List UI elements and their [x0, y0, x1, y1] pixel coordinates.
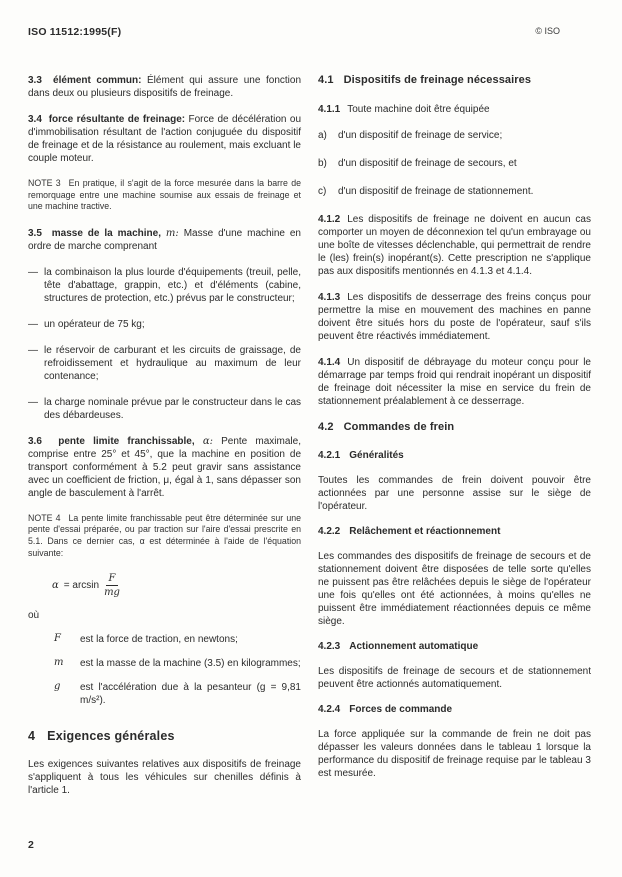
- section-4-2-4-paragraph: La force appliquée sur la commande de frein ne doit pas dépasser les valeurs données dans le tableau 1 lorsque la performance du dispositif de freinage requise par le tableau 3 est mesurée.: [318, 729, 591, 779]
- equation-operator: = arcsin: [63, 580, 100, 592]
- page-header: [28, 26, 594, 38]
- clause-number: 4.1.2: [318, 214, 341, 225]
- clause-text: Les dispositifs de desserrage des freins conçus pour permettre la mise en mouvement des machines en panne doivent être situés hors du poste de l'opérateur, sauf s'ils peuvent être réactivés immédiatement.: [318, 292, 591, 342]
- page-number: 2: [28, 839, 34, 851]
- definition-text: Pente maximale, comprise entre 25° et 45°, que la machine en position de transport conformément à 5.2 peut gravir sans assistance avec un coefficient de friction, μ, égal à 1, sans dépasser son angle de basculement à l'arrêt.: [28, 435, 301, 499]
- clause-3-6: [28, 435, 301, 500]
- section-4-2-1-heading: [318, 450, 591, 461]
- term-symbol: α:: [202, 435, 213, 447]
- list-item-text: la combinaison la plus lourde d'équipements (treuil, pelle, tête d'abattage, grappin, etc.) et d'éléments (cabine, structures de protection, etc.) prévus par le constructeur;: [44, 266, 301, 304]
- section-number: 4.1: [318, 74, 334, 86]
- section-title: Généralités: [349, 450, 404, 461]
- item-text: d'un dispositif de freinage de secours, et: [338, 158, 517, 169]
- section-number: 4.2.1: [318, 450, 341, 461]
- left-column: [28, 74, 301, 810]
- section-number: 4.2.2: [318, 526, 341, 537]
- right-column: [318, 74, 591, 810]
- symbol-description: est l'accélération due à la pesanteur (g = 9,81 m/s²).: [80, 682, 301, 707]
- defined-term: masse de la machine,: [51, 227, 161, 239]
- section-number: 4.2.3: [318, 641, 341, 652]
- section-title: Actionnement automatique: [349, 641, 479, 652]
- two-column-body: [28, 74, 594, 810]
- note-3: [28, 178, 301, 213]
- clause-number: 4.1.1: [318, 104, 341, 115]
- symbol: g: [54, 681, 61, 693]
- item-label: c): [318, 186, 327, 197]
- clause-4-1-1: [318, 103, 591, 116]
- where-label: où: [28, 610, 40, 622]
- section-4-2-3-paragraph: Les dispositifs de freinage de secours et de stationnement peuvent être actionnés automatiquement.: [318, 666, 591, 690]
- dash-glyph: —: [28, 344, 38, 356]
- clause-3-3: [28, 74, 301, 100]
- term-symbol: m:: [165, 227, 179, 239]
- item-label: a): [318, 130, 327, 141]
- item-text: d'un dispositif de freinage de stationnement.: [338, 186, 534, 197]
- clause-text: Un dispositif de débrayage du moteur conçu pour le démarrage par temps froid qui rendrait inopérant un dispositif de freinage doit nécessiter la mise en service du frein de stationnement préalablement à ce desserrage.: [318, 357, 591, 407]
- section-number: 4.2.4: [318, 704, 341, 715]
- symbol: m: [54, 657, 64, 669]
- clause-number: 3.5: [28, 227, 42, 239]
- fraction-numerator: F: [106, 573, 119, 586]
- clause-number: 3.4: [28, 114, 42, 125]
- section-title: Commandes de frein: [343, 421, 455, 433]
- list-item: [28, 396, 301, 422]
- note-text: La pente limite franchissable peut être déterminée sur une pente d'essai préparée, ou par traction sur l'aire d'essai prescrite en 5.1. Dans ce dernier cas, α est déterminée à l'aide de l'équation suivante:: [28, 512, 301, 558]
- section-number: 4.2: [318, 421, 334, 433]
- list-item: [28, 266, 301, 305]
- definition-text: Force de décélération ou d'immobilisation résultant de l'action conjuguée du dispositif de freinage et de la résistance au roulement, mais excluant le couple moteur.: [28, 114, 302, 164]
- section-4-paragraph: Les exigences suivantes relatives aux dispositifs de freinage s'appliquent à tous les véhicules sur chenilles définis à l'article 1.: [28, 759, 301, 797]
- section-title: Dispositifs de freinage nécessaires: [343, 74, 532, 86]
- clause-number: 4.1.4: [318, 357, 341, 368]
- list-item-text: le réservoir de carburant et les circuits de graissage, de refroidissement et hydraulique au maximum de leur contenance;: [44, 344, 301, 382]
- section-4-2-2-heading: [318, 526, 591, 537]
- dash-glyph: —: [28, 318, 38, 330]
- list-item-text: la charge nominale prévue par le constructeur dans le cas des débardeuses.: [44, 396, 301, 421]
- definition-text: Élément qui assure une fonction dans deux ou plusieurs dispositifs de freinage.: [28, 75, 301, 99]
- fraction: [104, 573, 120, 598]
- note-label: NOTE 3: [28, 178, 61, 188]
- note-label: NOTE 4: [28, 512, 61, 523]
- defined-term: force résultante de freinage:: [48, 114, 186, 125]
- section-4-2-2-paragraph: Les commandes des dispositifs de freinage de secours et de stationnement doivent être disposées de telle sorte qu'elles ne puissent pas être relâchées depuis le siège de l'opérateur une fois qu'elles ont été actionnées, à moins qu'elles ne puissent être immédiatement réactionnées depuis ce même siège.: [318, 551, 591, 627]
- clause-text: Toute machine doit être équipée: [347, 104, 490, 115]
- item-label: b): [318, 158, 327, 169]
- dash-glyph: —: [28, 266, 38, 278]
- section-title: Exigences générales: [47, 729, 175, 744]
- section-4-heading: [28, 729, 301, 743]
- section-number: 4: [28, 729, 36, 744]
- defined-term: pente limite franchissable,: [58, 435, 195, 447]
- alpha-symbol: α: [52, 580, 59, 592]
- definition-text: Masse d'une machine en ordre de marche comprenant: [28, 227, 301, 252]
- clause-3-5: [28, 227, 301, 253]
- dash-list: [28, 266, 301, 422]
- note-4: [28, 513, 301, 559]
- list-item: [28, 344, 301, 383]
- fraction-denominator: mg: [104, 587, 120, 599]
- list-item: [28, 318, 301, 331]
- section-title: Forces de commande: [349, 704, 453, 715]
- equation-arcsin: [52, 573, 301, 598]
- clause-4-1-2: [318, 213, 591, 278]
- section-4-2-4-heading: [318, 704, 591, 715]
- symbol: F: [54, 633, 61, 645]
- item-text: d'un dispositif de freinage de service;: [338, 130, 503, 141]
- list-item-c: [318, 185, 591, 198]
- section-4-2-3-heading: [318, 641, 591, 652]
- section-title: Relâchement et réactionnement: [349, 526, 501, 537]
- symbol-definition-F: [28, 633, 301, 646]
- clause-number: 3.6: [28, 435, 42, 447]
- symbol-description: est la masse de la machine (3.5) en kilogrammes;: [80, 658, 301, 670]
- note-text: En pratique, il s'agit de la force mesurée dans la barre de remorquage entre une machine soumise aux essais de freinage et une machine tractive.: [28, 178, 301, 212]
- list-item-b: [318, 157, 591, 170]
- section-4-1-heading: [318, 74, 591, 86]
- section-4-2-1-paragraph: Toutes les commandes de frein doivent pouvoir être actionnées par une personne assise sur le siège de l'opérateur.: [318, 475, 591, 512]
- list-item-a: [318, 129, 591, 142]
- copyright-notice: © ISO: [535, 26, 560, 36]
- clause-4-1-3: [318, 291, 591, 343]
- document-reference: ISO 11512:1995(F): [28, 26, 122, 38]
- clause-number: 4.1.3: [318, 292, 341, 303]
- symbol-definition-g: [28, 681, 301, 707]
- clause-4-1-4: [318, 356, 591, 408]
- section-4-2-heading: [318, 421, 591, 433]
- list-item-text: un opérateur de 75 kg;: [44, 318, 145, 330]
- dash-glyph: —: [28, 396, 38, 408]
- clause-3-4: [28, 113, 301, 165]
- defined-term: élément commun:: [53, 75, 142, 86]
- clause-number: 3.3: [28, 75, 42, 86]
- symbol-description: est la force de traction, en newtons;: [80, 634, 238, 646]
- clause-text: Les dispositifs de freinage ne doivent en aucun cas comporter un moyen de déconnexion tel qu'un embrayage ou une boîte de vitesses déclenchable, qui permettrait de rendre le (les) frein(s) inopérant(s). Cette prescription ne s'applique pas aux dispositifs mentionnés en 4.1.3 et 4.1.4.: [318, 214, 591, 277]
- symbol-definition-m: [28, 657, 301, 670]
